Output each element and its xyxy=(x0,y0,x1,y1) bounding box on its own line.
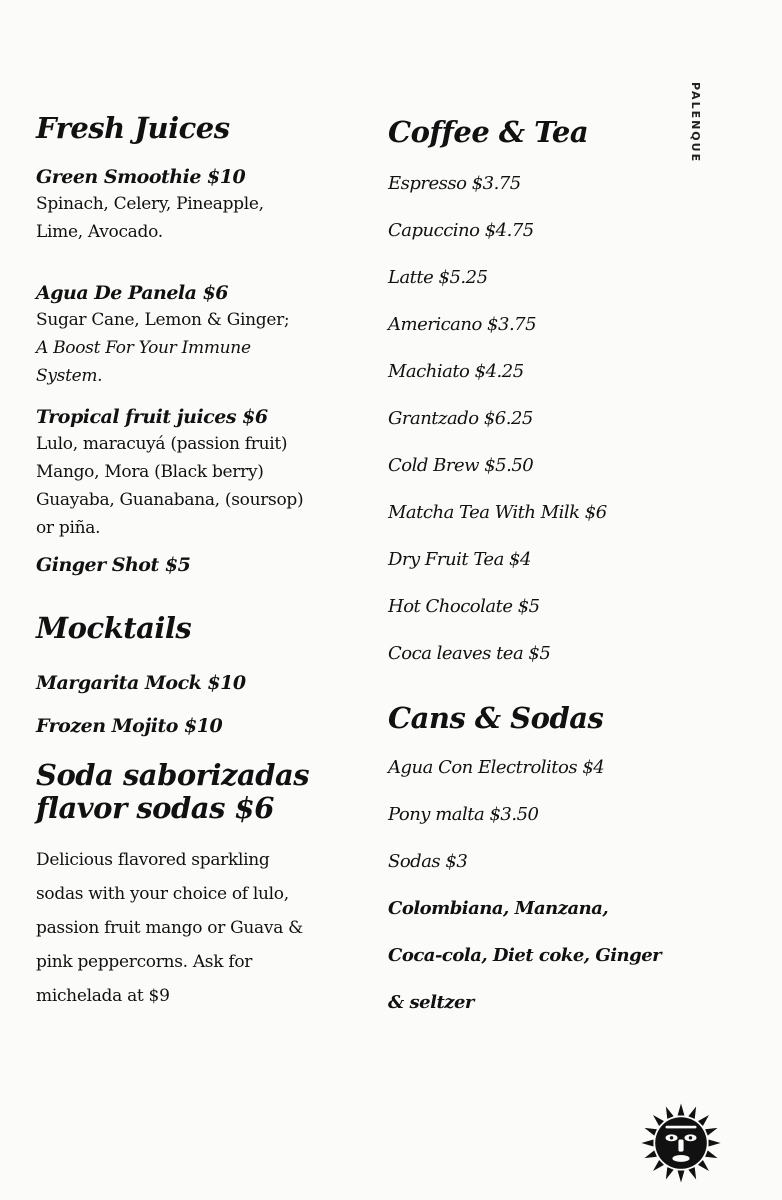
menu-item: Coca leaves tea $5 xyxy=(388,643,551,664)
item-name: Green Smoothie $10 xyxy=(36,166,246,188)
section-title-cans-sodas: Cans & Sodas xyxy=(388,701,604,735)
menu-item xyxy=(36,164,336,246)
menu-item-name: Margarita Mock $10 xyxy=(36,672,246,694)
menu-left-column xyxy=(36,110,336,1013)
menu-item xyxy=(36,404,336,542)
menu-item: Capuccino $4.75 xyxy=(388,220,534,241)
item-description-plain: Sugar Cane, Lemon & Ginger; xyxy=(36,310,290,330)
menu-item xyxy=(36,280,336,390)
soda-description: Delicious flavored sparkling sodas with your choice of lulo, passion fruit mango or Guava & pink peppercorns. Ask for michelada at $9 xyxy=(36,850,303,1006)
menu-item-name: Frozen Mojito $10 xyxy=(36,715,223,737)
menu-item: Hot Chocolate $5 xyxy=(388,596,540,617)
soda-brands: Colombiana, Manzana, xyxy=(388,898,609,919)
menu-item: Cold Brew $5.50 xyxy=(388,455,534,476)
cans-sodas-list xyxy=(388,756,718,1015)
item-name: Ginger Shot $5 xyxy=(36,554,191,576)
sun-face-icon xyxy=(638,1100,724,1186)
menu-item: Matcha Tea With Milk $6 xyxy=(388,502,607,523)
item-description xyxy=(36,306,296,390)
section-title-soda xyxy=(36,759,336,825)
brand-name: PALENQUE xyxy=(689,82,702,164)
menu-item: Pony malta $3.50 xyxy=(388,804,539,825)
menu-item: Machiato $4.25 xyxy=(388,361,524,382)
item-description-italic: A Boost For Your Immune System. xyxy=(36,338,251,386)
mocktail-list xyxy=(36,670,336,739)
section-title-fresh-juices: Fresh Juices xyxy=(36,111,230,145)
menu-item: Grantzado $6.25 xyxy=(388,408,533,429)
menu-right-column xyxy=(388,114,718,1038)
menu-item: Espresso $3.75 xyxy=(388,173,521,194)
section-title-coffee-tea: Coffee & Tea xyxy=(388,115,589,149)
soda-title-line: Soda saborizadas xyxy=(36,758,310,792)
item-name: Tropical fruit juices $6 xyxy=(36,406,268,428)
section-title-mocktails: Mocktails xyxy=(36,611,192,645)
menu-item: Sodas $3 xyxy=(388,851,468,872)
menu-item: Americano $3.75 xyxy=(388,314,537,335)
menu-item: Dry Fruit Tea $4 xyxy=(388,549,531,570)
soda-brands: Coca-cola, Diet coke, Ginger xyxy=(388,945,662,966)
soda-brands: & seltzer xyxy=(388,992,474,1013)
soda-title-line: flavor sodas $6 xyxy=(36,791,274,825)
item-description: Lulo, maracuyá (passion fruit) Mango, Mora (Black berry) Guayaba, Guanabana, (soursop) or piña. xyxy=(36,434,304,538)
item-description: Spinach, Celery, Pineapple, Lime, Avocado. xyxy=(36,194,264,242)
coffee-tea-list xyxy=(388,172,718,666)
item-name: Agua De Panela $6 xyxy=(36,282,229,304)
menu-item: Agua Con Electrolitos $4 xyxy=(388,757,605,778)
menu-item: Latte $5.25 xyxy=(388,267,488,288)
